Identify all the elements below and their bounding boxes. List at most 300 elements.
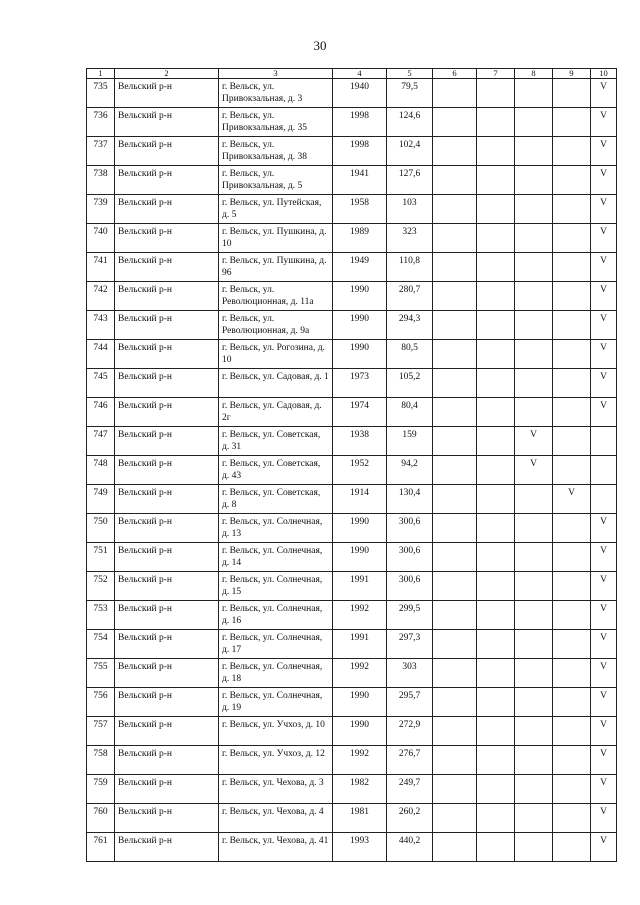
col7-mark: [477, 601, 515, 630]
year-cell: 1989: [333, 224, 387, 253]
col10-mark: V: [591, 717, 617, 746]
col6-mark: [433, 456, 477, 485]
col8-mark: [515, 282, 553, 311]
col10-mark: V: [591, 253, 617, 282]
area-cell: 80,5: [387, 340, 433, 369]
district-cell: Вельский р-н: [115, 79, 219, 108]
area-cell: 260,2: [387, 804, 433, 833]
address-cell: г. Вельск, ул. Солнечная, д. 17: [219, 630, 333, 659]
col6-mark: [433, 108, 477, 137]
col10-mark: V: [591, 804, 617, 833]
table-row: [87, 833, 617, 862]
year-cell: 1990: [333, 311, 387, 340]
area-cell: 440,2: [387, 833, 433, 862]
district-cell: Вельский р-н: [115, 746, 219, 775]
district-cell: Вельский р-н: [115, 369, 219, 398]
col9-mark: [553, 630, 591, 659]
col10-mark: V: [591, 543, 617, 572]
col8-mark: [515, 775, 553, 804]
row-number: 740: [87, 224, 115, 253]
col6-mark: [433, 340, 477, 369]
col8-mark: [515, 688, 553, 717]
district-cell: Вельский р-н: [115, 398, 219, 427]
row-number: 747: [87, 427, 115, 456]
col7-mark: [477, 166, 515, 195]
col7-mark: [477, 543, 515, 572]
col7-mark: [477, 775, 515, 804]
col9-mark: [553, 108, 591, 137]
area-cell: 159: [387, 427, 433, 456]
col7-mark: [477, 79, 515, 108]
col8-mark: [515, 195, 553, 224]
district-cell: Вельский р-н: [115, 340, 219, 369]
address-cell: г. Вельск, ул. Солнечная, д. 13: [219, 514, 333, 543]
col7-mark: [477, 108, 515, 137]
address-cell: г. Вельск, ул. Привокзальная, д. 5: [219, 166, 333, 195]
col8-mark: [515, 108, 553, 137]
col7-mark: [477, 572, 515, 601]
col6-mark: [433, 514, 477, 543]
register-table: [86, 68, 617, 862]
year-cell: 1990: [333, 340, 387, 369]
area-cell: 110,8: [387, 253, 433, 282]
col6-mark: [433, 166, 477, 195]
col7-mark: [477, 746, 515, 775]
table-row: [87, 572, 617, 601]
col9-mark: [553, 572, 591, 601]
col9-mark: [553, 543, 591, 572]
col9-mark: [553, 224, 591, 253]
col7-mark: [477, 398, 515, 427]
address-cell: г. Вельск, ул. Садовая, д. 2г: [219, 398, 333, 427]
col-header: 9: [553, 69, 591, 79]
address-cell: г. Вельск, ул. Солнечная, д. 19: [219, 688, 333, 717]
col7-mark: [477, 253, 515, 282]
col10-mark: V: [591, 659, 617, 688]
col10-mark: V: [591, 195, 617, 224]
district-cell: Вельский р-н: [115, 485, 219, 514]
col-header: 3: [219, 69, 333, 79]
col8-mark: V: [515, 456, 553, 485]
district-cell: Вельский р-н: [115, 601, 219, 630]
col9-mark: [553, 166, 591, 195]
col10-mark: V: [591, 369, 617, 398]
col8-mark: [515, 746, 553, 775]
district-cell: Вельский р-н: [115, 253, 219, 282]
district-cell: Вельский р-н: [115, 108, 219, 137]
address-cell: г. Вельск, ул. Солнечная, д. 14: [219, 543, 333, 572]
col7-mark: [477, 456, 515, 485]
address-cell: г. Вельск, ул. Чехова, д. 3: [219, 775, 333, 804]
year-cell: 1990: [333, 688, 387, 717]
col9-mark: [553, 601, 591, 630]
area-cell: 102,4: [387, 137, 433, 166]
col6-mark: [433, 543, 477, 572]
col6-mark: [433, 804, 477, 833]
area-cell: 276,7: [387, 746, 433, 775]
col8-mark: [515, 630, 553, 659]
col10-mark: V: [591, 282, 617, 311]
area-cell: 300,6: [387, 543, 433, 572]
district-cell: Вельский р-н: [115, 804, 219, 833]
row-number: 741: [87, 253, 115, 282]
year-cell: 1990: [333, 514, 387, 543]
address-cell: г. Вельск, ул. Учхоз, д. 10: [219, 717, 333, 746]
col8-mark: [515, 369, 553, 398]
col6-mark: [433, 195, 477, 224]
col6-mark: [433, 659, 477, 688]
col8-mark: [515, 166, 553, 195]
table-row: [87, 804, 617, 833]
district-cell: Вельский р-н: [115, 282, 219, 311]
district-cell: Вельский р-н: [115, 775, 219, 804]
col10-mark: V: [591, 514, 617, 543]
area-cell: 127,6: [387, 166, 433, 195]
col7-mark: [477, 688, 515, 717]
col7-mark: [477, 340, 515, 369]
area-cell: 79,5: [387, 79, 433, 108]
area-cell: 299,5: [387, 601, 433, 630]
row-number: 738: [87, 166, 115, 195]
col7-mark: [477, 195, 515, 224]
col6-mark: [433, 485, 477, 514]
col10-mark: [591, 427, 617, 456]
year-cell: 1982: [333, 775, 387, 804]
address-cell: г. Вельск, ул. Пушкина, д. 10: [219, 224, 333, 253]
year-cell: 1993: [333, 833, 387, 862]
row-number: 761: [87, 833, 115, 862]
district-cell: Вельский р-н: [115, 688, 219, 717]
table-row: [87, 398, 617, 427]
row-number: 748: [87, 456, 115, 485]
table-row: [87, 514, 617, 543]
row-number: 746: [87, 398, 115, 427]
col-header: 4: [333, 69, 387, 79]
row-number: 743: [87, 311, 115, 340]
year-cell: 1990: [333, 543, 387, 572]
year-cell: 1991: [333, 572, 387, 601]
col8-mark: [515, 804, 553, 833]
year-cell: 1998: [333, 137, 387, 166]
col8-mark: [515, 833, 553, 862]
table-row: [87, 427, 617, 456]
col8-mark: [515, 137, 553, 166]
row-number: 752: [87, 572, 115, 601]
district-cell: Вельский р-н: [115, 166, 219, 195]
col8-mark: [515, 253, 553, 282]
table-row: [87, 79, 617, 108]
col10-mark: [591, 456, 617, 485]
row-number: 751: [87, 543, 115, 572]
district-cell: Вельский р-н: [115, 427, 219, 456]
col10-mark: V: [591, 79, 617, 108]
table-row: [87, 630, 617, 659]
col10-mark: V: [591, 833, 617, 862]
col6-mark: [433, 224, 477, 253]
col6-mark: [433, 630, 477, 659]
col6-mark: [433, 427, 477, 456]
col6-mark: [433, 572, 477, 601]
col8-mark: [515, 311, 553, 340]
col9-mark: [553, 804, 591, 833]
area-cell: 295,7: [387, 688, 433, 717]
col8-mark: [515, 398, 553, 427]
col9-mark: V: [553, 485, 591, 514]
address-cell: г. Вельск, ул. Солнечная, д. 16: [219, 601, 333, 630]
col-header: 6: [433, 69, 477, 79]
row-number: 759: [87, 775, 115, 804]
year-cell: 1940: [333, 79, 387, 108]
col6-mark: [433, 369, 477, 398]
district-cell: Вельский р-н: [115, 717, 219, 746]
header-row: [87, 69, 617, 79]
table-row: [87, 108, 617, 137]
col-header: 2: [115, 69, 219, 79]
col9-mark: [553, 688, 591, 717]
area-cell: 323: [387, 224, 433, 253]
col9-mark: [553, 775, 591, 804]
col9-mark: [553, 514, 591, 543]
col9-mark: [553, 427, 591, 456]
area-cell: 300,6: [387, 572, 433, 601]
year-cell: 1990: [333, 717, 387, 746]
col7-mark: [477, 833, 515, 862]
table-row: [87, 746, 617, 775]
row-number: 736: [87, 108, 115, 137]
year-cell: 1938: [333, 427, 387, 456]
address-cell: г. Вельск, ул. Революционная, д. 11а: [219, 282, 333, 311]
row-number: 757: [87, 717, 115, 746]
col6-mark: [433, 717, 477, 746]
col8-mark: [515, 659, 553, 688]
page-number: 30: [313, 38, 327, 53]
col9-mark: [553, 659, 591, 688]
year-cell: 1992: [333, 659, 387, 688]
year-cell: 1998: [333, 108, 387, 137]
col7-mark: [477, 427, 515, 456]
year-cell: 1941: [333, 166, 387, 195]
address-cell: г. Вельск, ул. Революционная, д. 9а: [219, 311, 333, 340]
col6-mark: [433, 79, 477, 108]
col7-mark: [477, 659, 515, 688]
col10-mark: V: [591, 311, 617, 340]
col8-mark: V: [515, 427, 553, 456]
col8-mark: [515, 543, 553, 572]
year-cell: 1981: [333, 804, 387, 833]
address-cell: г. Вельск, ул. Чехова, д. 4: [219, 804, 333, 833]
area-cell: 103: [387, 195, 433, 224]
address-cell: г. Вельск, ул. Советская, д. 31: [219, 427, 333, 456]
col7-mark: [477, 369, 515, 398]
col8-mark: [515, 340, 553, 369]
row-number: 737: [87, 137, 115, 166]
year-cell: 1914: [333, 485, 387, 514]
district-cell: Вельский р-н: [115, 630, 219, 659]
year-cell: 1949: [333, 253, 387, 282]
area-cell: 294,3: [387, 311, 433, 340]
district-cell: Вельский р-н: [115, 572, 219, 601]
table-row: [87, 282, 617, 311]
col7-mark: [477, 717, 515, 746]
col9-mark: [553, 833, 591, 862]
col6-mark: [433, 833, 477, 862]
col8-mark: [515, 79, 553, 108]
col6-mark: [433, 601, 477, 630]
col7-mark: [477, 137, 515, 166]
col10-mark: V: [591, 775, 617, 804]
col9-mark: [553, 369, 591, 398]
col10-mark: [591, 485, 617, 514]
district-cell: Вельский р-н: [115, 456, 219, 485]
year-cell: 1958: [333, 195, 387, 224]
year-cell: 1992: [333, 601, 387, 630]
table-row: [87, 543, 617, 572]
col10-mark: V: [591, 398, 617, 427]
area-cell: 280,7: [387, 282, 433, 311]
area-cell: 272,9: [387, 717, 433, 746]
col7-mark: [477, 485, 515, 514]
col10-mark: V: [591, 688, 617, 717]
year-cell: 1990: [333, 282, 387, 311]
col6-mark: [433, 282, 477, 311]
district-cell: Вельский р-н: [115, 514, 219, 543]
address-cell: г. Вельск, ул. Пушкина, д. 96: [219, 253, 333, 282]
col10-mark: V: [591, 746, 617, 775]
address-cell: г. Вельск, ул. Советская, д. 8: [219, 485, 333, 514]
district-cell: Вельский р-н: [115, 137, 219, 166]
table-row: [87, 311, 617, 340]
row-number: 735: [87, 79, 115, 108]
col9-mark: [553, 282, 591, 311]
col10-mark: V: [591, 340, 617, 369]
col6-mark: [433, 311, 477, 340]
district-cell: Вельский р-н: [115, 311, 219, 340]
col10-mark: V: [591, 166, 617, 195]
col10-mark: V: [591, 601, 617, 630]
table-row: [87, 688, 617, 717]
table-row: [87, 137, 617, 166]
year-cell: 1952: [333, 456, 387, 485]
address-cell: г. Вельск, ул. Солнечная, д. 15: [219, 572, 333, 601]
address-cell: г. Вельск, ул. Рогозина, д. 10: [219, 340, 333, 369]
col9-mark: [553, 195, 591, 224]
district-cell: Вельский р-н: [115, 224, 219, 253]
col9-mark: [553, 746, 591, 775]
col7-mark: [477, 630, 515, 659]
col9-mark: [553, 340, 591, 369]
col10-mark: V: [591, 108, 617, 137]
area-cell: 94,2: [387, 456, 433, 485]
row-number: 742: [87, 282, 115, 311]
col9-mark: [553, 137, 591, 166]
area-cell: 105,2: [387, 369, 433, 398]
table-row: [87, 224, 617, 253]
address-cell: г. Вельск, ул. Привокзальная, д. 35: [219, 108, 333, 137]
table-row: [87, 253, 617, 282]
row-number: 754: [87, 630, 115, 659]
table-row: [87, 456, 617, 485]
col10-mark: V: [591, 572, 617, 601]
table-row: [87, 369, 617, 398]
row-number: 745: [87, 369, 115, 398]
col6-mark: [433, 398, 477, 427]
row-number: 749: [87, 485, 115, 514]
address-cell: г. Вельск, ул. Привокзальная, д. 38: [219, 137, 333, 166]
area-cell: 130,4: [387, 485, 433, 514]
area-cell: 124,6: [387, 108, 433, 137]
col10-mark: V: [591, 224, 617, 253]
row-number: 753: [87, 601, 115, 630]
col10-mark: V: [591, 137, 617, 166]
table-row: [87, 166, 617, 195]
table-row: [87, 659, 617, 688]
address-cell: г. Вельск, ул. Чехова, д. 41: [219, 833, 333, 862]
area-cell: 303: [387, 659, 433, 688]
table-row: [87, 601, 617, 630]
year-cell: 1973: [333, 369, 387, 398]
address-cell: г. Вельск, ул. Учхоз, д. 12: [219, 746, 333, 775]
col-header: 10: [591, 69, 617, 79]
table-row: [87, 717, 617, 746]
row-number: 760: [87, 804, 115, 833]
col-header: 8: [515, 69, 553, 79]
address-cell: г. Вельск, ул. Садовая, д. 1: [219, 369, 333, 398]
table-row: [87, 775, 617, 804]
col6-mark: [433, 137, 477, 166]
col7-mark: [477, 514, 515, 543]
address-cell: г. Вельск, ул. Советская, д. 43: [219, 456, 333, 485]
col9-mark: [553, 717, 591, 746]
col7-mark: [477, 224, 515, 253]
table-row: [87, 485, 617, 514]
address-cell: г. Вельск, ул. Солнечная, д. 18: [219, 659, 333, 688]
row-number: 758: [87, 746, 115, 775]
district-cell: Вельский р-н: [115, 659, 219, 688]
col8-mark: [515, 717, 553, 746]
col6-mark: [433, 775, 477, 804]
year-cell: 1974: [333, 398, 387, 427]
row-number: 755: [87, 659, 115, 688]
col7-mark: [477, 804, 515, 833]
col-header: 7: [477, 69, 515, 79]
area-cell: 249,7: [387, 775, 433, 804]
area-cell: 300,6: [387, 514, 433, 543]
col8-mark: [515, 485, 553, 514]
col8-mark: [515, 601, 553, 630]
year-cell: 1992: [333, 746, 387, 775]
col9-mark: [553, 456, 591, 485]
district-cell: Вельский р-н: [115, 195, 219, 224]
district-cell: Вельский р-н: [115, 543, 219, 572]
col-header: 1: [87, 69, 115, 79]
col6-mark: [433, 746, 477, 775]
col8-mark: [515, 514, 553, 543]
row-number: 756: [87, 688, 115, 717]
col8-mark: [515, 224, 553, 253]
col9-mark: [553, 253, 591, 282]
area-cell: 297,3: [387, 630, 433, 659]
col8-mark: [515, 572, 553, 601]
address-cell: г. Вельск, ул. Путейская, д. 5: [219, 195, 333, 224]
col9-mark: [553, 311, 591, 340]
table-row: [87, 340, 617, 369]
year-cell: 1991: [333, 630, 387, 659]
col10-mark: V: [591, 630, 617, 659]
row-number: 739: [87, 195, 115, 224]
col9-mark: [553, 398, 591, 427]
district-cell: Вельский р-н: [115, 833, 219, 862]
col6-mark: [433, 253, 477, 282]
